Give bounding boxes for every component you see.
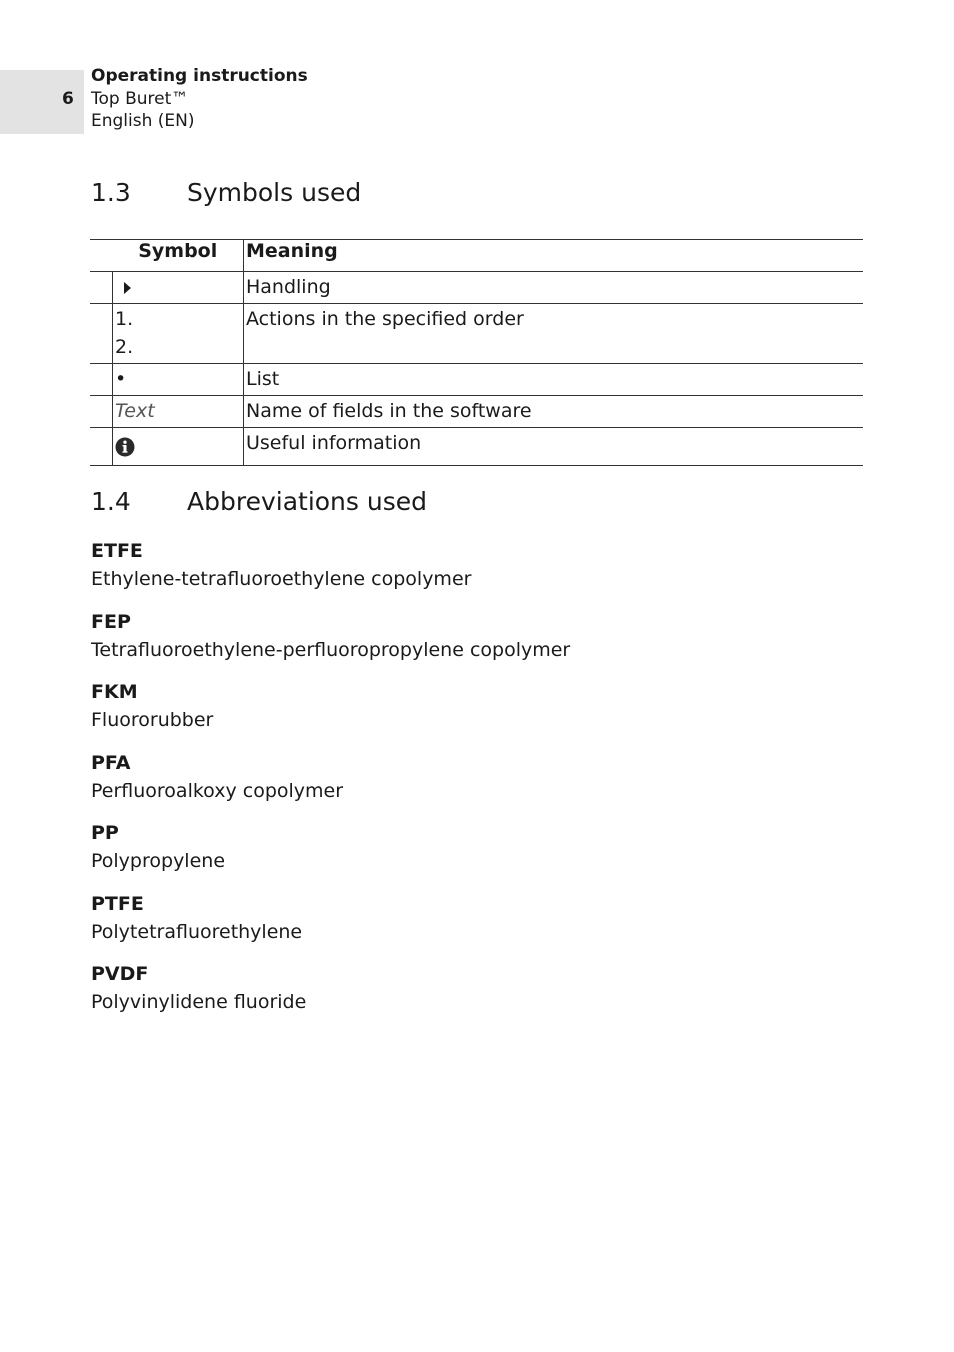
meaning-cell: List [246, 368, 280, 390]
abbreviation-term: ETFE [91, 540, 143, 562]
abbreviation-definition: Ethylene-tetrafluoroethylene copolymer [91, 568, 472, 590]
list-item [91, 749, 570, 820]
list-item [91, 608, 570, 679]
table-header-row [90, 240, 863, 272]
meaning-cell: Handling [246, 276, 331, 298]
abbreviation-term: FKM [91, 681, 138, 703]
symbols-table [90, 239, 863, 466]
list-item [91, 819, 570, 890]
column-header-symbol: Symbol [113, 240, 244, 272]
document-type: Operating instructions [91, 66, 308, 86]
abbreviation-term: PP [91, 822, 119, 844]
abbreviations-list [91, 537, 570, 1031]
abbreviation-definition: Tetrafluoroethylene-perfluoropropylene copolymer [91, 638, 571, 661]
abbreviation-definition: Fluororubber [91, 709, 214, 731]
table-row [90, 272, 863, 304]
column-header-meaning: Meaning [246, 240, 338, 262]
section-title-abbreviations [91, 487, 427, 516]
info-icon [115, 437, 135, 465]
abbreviation-term: PTFE [91, 892, 144, 915]
document-header [91, 65, 308, 133]
page-number: 6 [62, 89, 74, 109]
meaning-cell: Useful information [246, 432, 422, 454]
section-title-text: Symbols used [187, 178, 362, 207]
symbol-cell [113, 272, 244, 304]
bullet-symbol: • [115, 368, 127, 390]
abbreviation-definition: Polypropylene [91, 850, 226, 872]
italic-text-sample: Text [115, 400, 155, 422]
document-language: English (EN) [91, 111, 195, 131]
symbol-cell [113, 364, 244, 396]
symbol-cell [113, 396, 244, 428]
symbol-cell [113, 304, 244, 364]
abbreviation-term: FEP [91, 610, 131, 633]
section-title-symbols [91, 178, 361, 207]
list-item [91, 890, 570, 961]
table-row [90, 396, 863, 428]
list-item [91, 960, 570, 1031]
section-number: 1.3 [91, 178, 131, 207]
table-row [90, 304, 863, 364]
symbol-cell [113, 428, 244, 466]
arrow-right-icon [124, 282, 131, 294]
section-title-text: Abbreviations used [187, 487, 427, 516]
table-row [90, 428, 863, 466]
abbreviation-definition: Perfluoroalkoxy copolymer [91, 779, 344, 802]
abbreviation-definition: Polytetrafluorethylene [91, 920, 303, 943]
abbreviation-definition: Polyvinylidene fluoride [91, 991, 307, 1013]
list-item [91, 537, 570, 608]
table-row [90, 364, 863, 396]
step-number-1: 1. [115, 308, 134, 330]
meaning-cell: Actions in the specified order [246, 308, 524, 330]
section-number: 1.4 [91, 487, 131, 516]
list-item [91, 678, 570, 749]
abbreviation-term: PVDF [91, 963, 149, 985]
product-name: Top Buret™ [91, 88, 189, 109]
meaning-cell: Name of fields in the software [246, 400, 532, 422]
abbreviation-term: PFA [91, 751, 131, 774]
step-number-2: 2. [115, 336, 134, 358]
